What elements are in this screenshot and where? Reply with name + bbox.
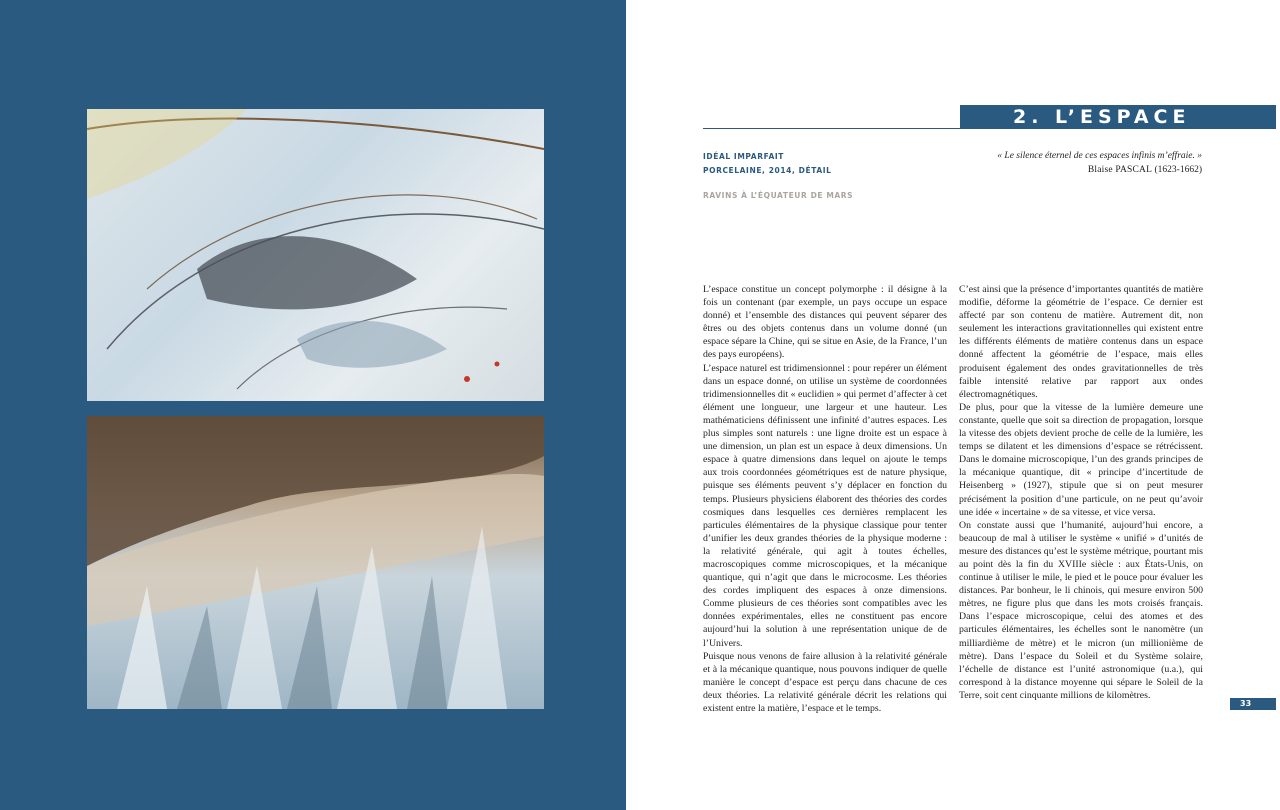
artwork-title-caption: IDÉAL IMPARFAIT xyxy=(703,152,784,161)
mars-image-caption: RAVINS À L’ÉQUATEUR DE MARS xyxy=(703,191,854,200)
page-number: 33 xyxy=(1230,698,1276,710)
body-column-left xyxy=(703,283,947,715)
paragraph: C’est ainsi que la présence d’importantes quantités de matière modifie, déforme la géométrie de l’espace. Ce dernier est affecté par son contenu de matière. Autrement dit, non seulement les interactions gravitationnelles qui existent entre les différents éléments de matière contenus dans un espace donné affectent la géométrie de l’espace, mais elles produisent également des ondes gravitationnelles de très faible intensité relative par rapport aux ondes électromagnétiques. xyxy=(959,284,1203,400)
body-column-right xyxy=(959,283,1203,702)
paragraph: De plus, pour que la vitesse de la lumière demeure une constante, quelle que soit sa direction de propagation, lorsque la vitesse des objets devient proche de celle de la lumière, les temps se dilatent et les dimensions d’espace se rétrécissent. Dans le domaine microscopique, l’un des grands principes de la mécanique quantique, dit « principe d’incertitude de Heisenberg » (1927), stipule que si on peut mesurer précisément la position d’une particule, on ne peut qu’avoir une idée « incertaine » de sa vitesse, et vice versa. xyxy=(959,401,1203,518)
porcelain-artwork-image xyxy=(87,109,544,401)
author-name: Blaise PASCAL xyxy=(1087,165,1153,175)
epigraph-quote: « Le silence éternel de ces espaces infinis m’effraie. » xyxy=(997,151,1202,161)
epigraph-author xyxy=(1088,165,1202,175)
chapter-title: 2. L’ESPACE xyxy=(960,105,1276,129)
author-dates: (1623-1662) xyxy=(1154,165,1202,175)
artwork-material-caption: PORCELAINE, 2014, DÉTAIL xyxy=(703,166,832,175)
paragraph: L’espace constitue un concept polymorphe : il désigne à la fois un contenant (par exemple, un pays occupe un espace donné) et l’ensemble des distances qui peuvent séparer des êtres ou des objets contenus dans un volume donné (un espace sépare la Chine, qui se situe en Asie, de la France, l’un des pays européens). xyxy=(703,284,947,361)
mars-ravines-image xyxy=(87,416,544,709)
paragraph: L’espace naturel est tridimensionnel : pour repérer un élément dans un espace donné, on utilise un système de coordonnées tridimensionnelles dit « euclidien » qui permet d’affecter à cet élément une longueur, une largeur et une hauteur. Les mathématiciens définissent une infinité d’autres espaces. Les plus simples sont naturels : une ligne droite est un espace à une dimension, un plan est un espace à deux dimensions. Un espace à quatre dimensions dans lequel on ajoute le temps aux trois coordonnées géométriques est de nature physique, puisque ses éléments peuvent s’y déplacer en fonction du temps. Plusieurs physiciens élaborent des théories des cordes cosmiques dans lesquelles ces dernières remplacent les particules élémentaires de la physique classique pour tenter d’unifier les deux grandes théories de la physique moderne : la relativité générale, qui agit à toutes échelles, macroscopiques comme microscopiques, et la mécanique quantique, qui n’agit que dans le microcosme. Les théories des cordes impliquent des espaces à onze dimensions. Comme plusieurs de ces théories sont compatibles avec les données expérimentales, elles ne constituent pas encore aujourd’hui la solution à une représentation unique de de l’Univers. xyxy=(703,362,947,649)
paragraph: On constate aussi que l’humanité, aujourd’hui encore, a beaucoup de mal à utiliser le système « unifié » d’unités de mesure des distances qu’est le système métrique, pourtant mis au point dès la fin du XVIIIe siècle : aux États-Unis, on continue à utiliser le mile, le pied et le pouce pour évaluer les distances. Par bonheur, le li chinois, qui mesure environ 500 mètres, ne figure plus que dans les mots croisés français. Dans l’espace microscopique, celui des atomes et des particules élémentaires, les échelles sont le nanomètre (un milliardième de mètre) et le micron (un millionième de mètre). Dans l’espace du Soleil et du Système solaire, l’échelle de distance est l’unité astronomique (u.a.), qui correspond à la distance moyenne qui sépare le Soleil de la Terre, soit cent cinquante millions de kilomètres. xyxy=(959,519,1203,701)
left-page-background xyxy=(0,0,626,810)
paragraph: Puisque nous venons de faire allusion à la relativité générale et à la mécanique quantique, nous pouvons indiquer de quelle manière le concept d’espace est perçu dans chacune de ces deux théories. La relativité générale décrit les relations qui existent entre la matière, l’espace et le temps. xyxy=(703,650,947,714)
title-rule xyxy=(703,128,960,129)
